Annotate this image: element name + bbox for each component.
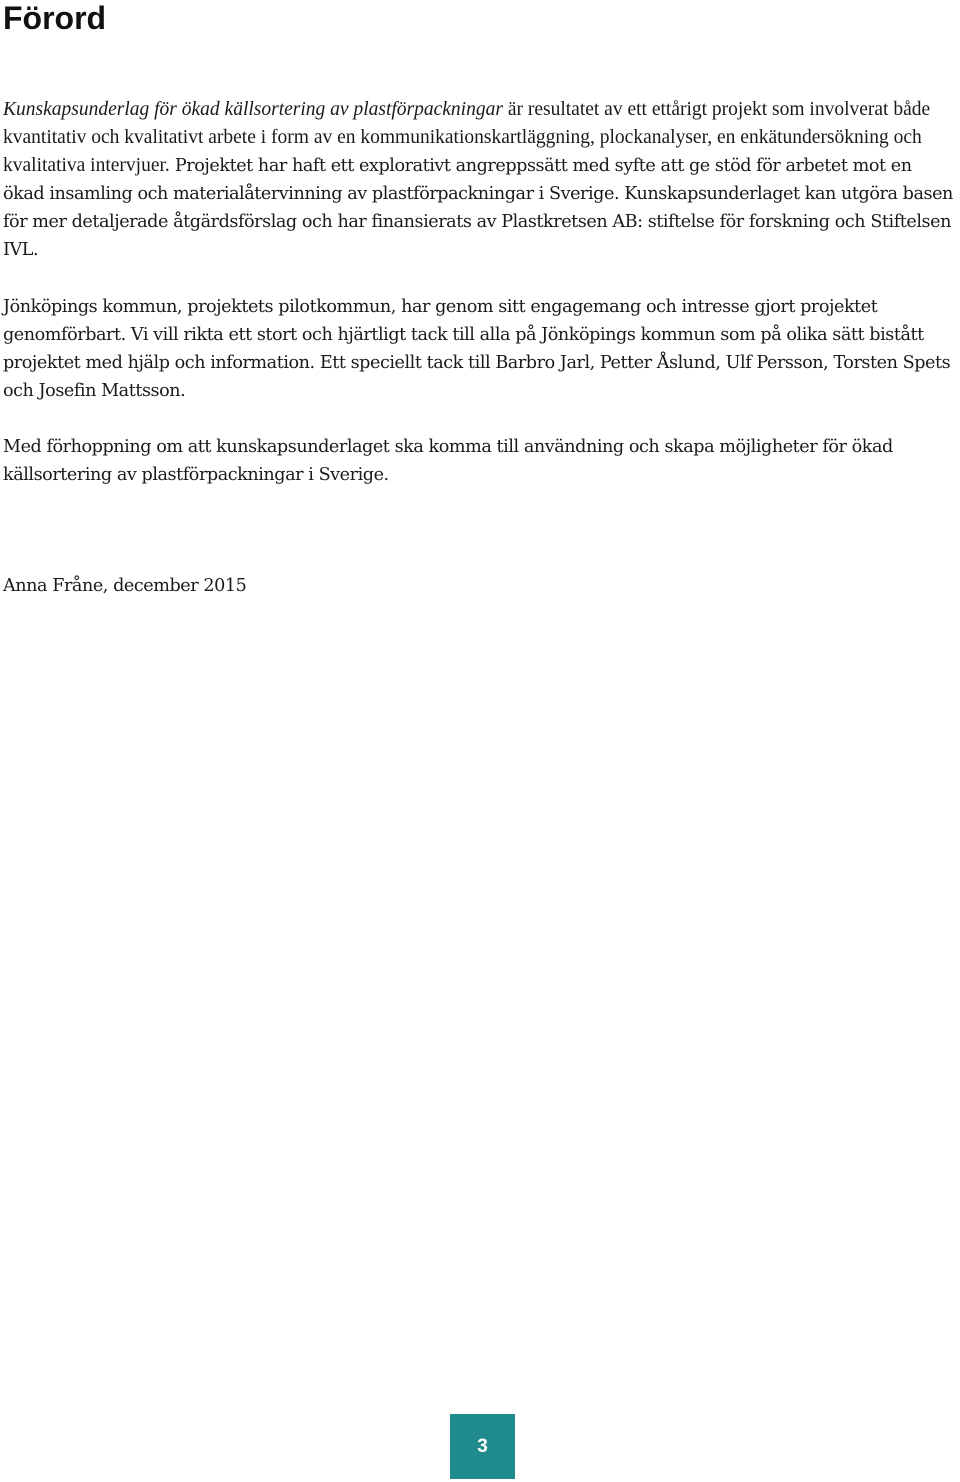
intro-rest: Projektet har haft ett explorativt angreppssätt med syfte att ge stöd för arbetet mot en ökad insamling och materialåtervinning av plastförpackningar i Sverige. Kunskapsunderlaget kan utgöra basen för mer detaljerade åtgärdsförslag och har finansierats av Plastkretsen AB: stiftelse för forskning och Stiftelsen IVL.	[3, 156, 953, 260]
page-number: 3	[477, 1435, 488, 1457]
intro-continuation: är resultatet av ett ettårigt projekt som involverat både kvantitativ och kvalitativt arbete i form av en kommunikationskartläggning, plockanalyser, en enkätundersökning och kvalitativa intervjuer.	[3, 99, 931, 176]
closing-paragraph: Med förhoppning om att kunskapsunderlaget ska komma till användning och skapa möjligheter för ökad källsortering av plastförpackningar i Sverige.	[3, 437, 893, 485]
acknowledgement-paragraph: Jönköpings kommun, projektets pilotkommun, har genom sitt engagemang och intresse gjort projektet genomförbart. Vi vill rikta ett stort och hjärtligt tack till alla på Jönköpings kommun som på olika sätt bistått projektet med hjälp och information. Ett speciellt tack till Barbro Jarl, Petter Åslund, Ulf Persson, Torsten Spets och Josefin Mattsson.	[3, 297, 951, 401]
report-title-italic: Kunskapsunderlag för ökad källsortering av plastförpackningar	[3, 99, 503, 120]
signature-line: Anna Fråne, december 2015	[3, 576, 247, 596]
page-number-badge	[450, 1414, 515, 1479]
page-title: Förord	[3, 0, 107, 36]
intro-paragraph	[3, 96, 953, 264]
